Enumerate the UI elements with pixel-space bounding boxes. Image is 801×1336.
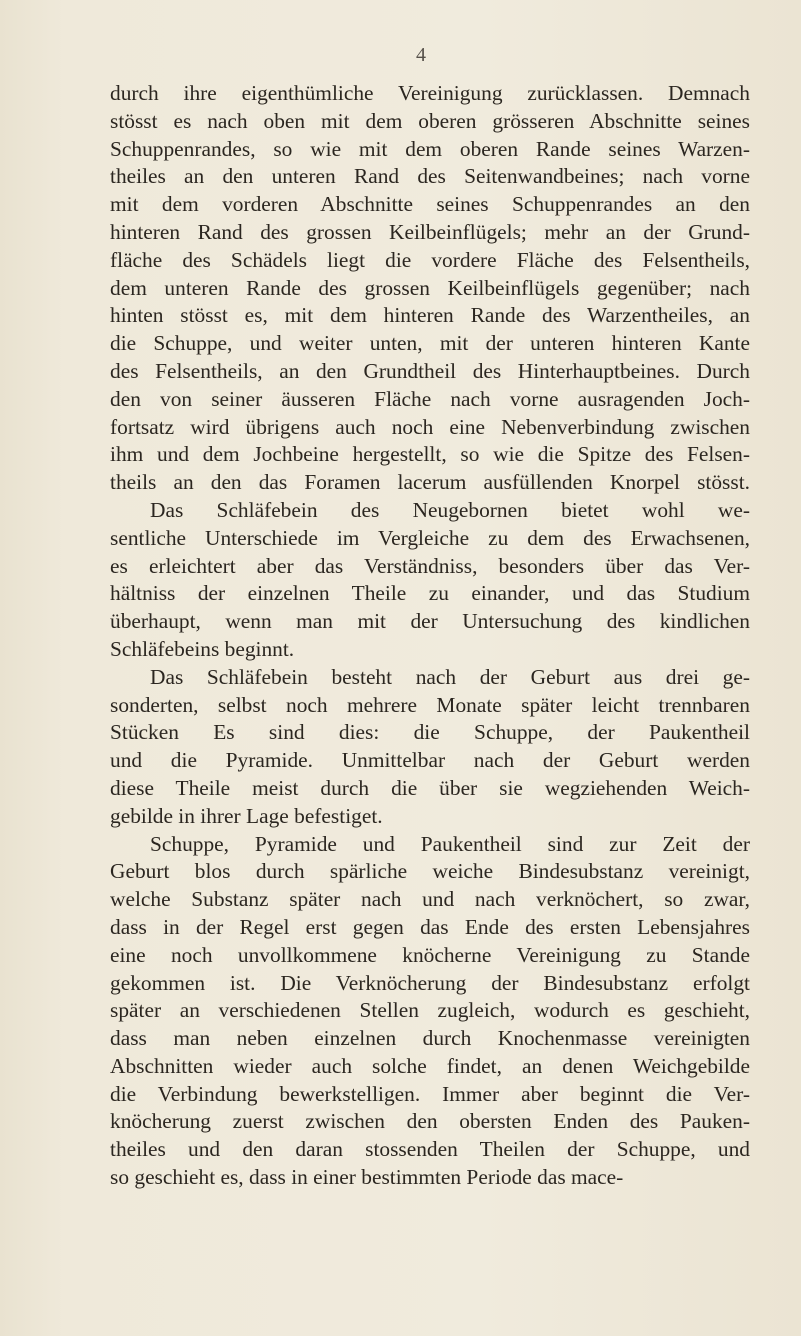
text-line: es erleichtert aber das Verständniss, besonders über das Ver-	[110, 553, 750, 578]
text-line: so geschieht es, dass in einer bestimmten Periode das mace-	[110, 1165, 624, 1190]
text-line: Geburt blos durch spärliche weiche Bindesubstanz vereinigt,	[110, 859, 750, 884]
text-line: dass man neben einzelnen durch Knochenmasse vereinigten	[110, 1026, 750, 1051]
text-line: später an verschiedenen Stellen zugleich, wodurch es geschieht,	[110, 998, 750, 1023]
text-line: ihm und dem Jochbeine hergestellt, so wie die Spitze des Felsen-	[110, 442, 750, 467]
text-line: und die Pyramide. Unmittelbar nach der Geburt werden	[110, 748, 750, 773]
text-line: überhaupt, wenn man mit der Untersuchung des kindlichen	[110, 609, 750, 634]
text-line: Schuppe, Pyramide und Paukentheil sind zur Zeit der	[150, 831, 750, 856]
text-line: gekommen ist. Die Verknöcherung der Bindesubstanz erfolgt	[110, 970, 750, 995]
text-line: sonderten, selbst noch mehrere Monate später leicht trennbaren	[110, 692, 750, 717]
body-text	[110, 80, 750, 1192]
text-line: mit dem vorderen Abschnitte seines Schuppenrandes an den	[110, 192, 750, 217]
text-line: hältniss der einzelnen Theile zu einander, und das Studium	[110, 581, 750, 606]
text-line: dass in der Regel erst gegen das Ende des ersten Lebensjahres	[110, 914, 750, 939]
text-line: Schläfebeins beginnt.	[110, 636, 295, 661]
text-line: die Verbindung bewerkstelligen. Immer aber beginnt die Ver-	[110, 1081, 750, 1106]
text-line: Das Schläfebein besteht nach der Geburt aus drei ge-	[150, 664, 750, 689]
page-number: 4	[416, 44, 426, 66]
text-line: Das Schläfebein des Neugebornen bietet wohl we-	[150, 497, 750, 522]
text-line: Stücken Es sind dies: die Schuppe, der Paukentheil	[110, 720, 750, 745]
text-line: stösst es nach oben mit dem oberen grösseren Abschnitte seines	[110, 108, 750, 133]
text-line: Schuppenrandes, so wie mit dem oberen Rande seines Warzen-	[110, 136, 750, 161]
text-line: fortsatz wird übrigens auch noch eine Nebenverbindung zwischen	[110, 414, 750, 439]
text-line: diese Theile meist durch die über sie wegziehenden Weich-	[110, 775, 750, 800]
text-line: durch ihre eigenthümliche Vereinigung zurücklassen. Demnach	[110, 81, 750, 105]
text-line: des Felsentheils, an den Grundtheil des Hinterhauptbeines. Durch	[110, 358, 750, 383]
text-line: welche Substanz später nach und nach verknöchert, so zwar,	[110, 887, 750, 912]
text-line: theiles und den daran stossenden Theilen der Schuppe, und	[110, 1137, 750, 1162]
text-line: sentliche Unterschiede im Vergleiche zu dem des Erwachsenen,	[110, 525, 750, 550]
text-line: den von seiner äusseren Fläche nach vorne ausragenden Joch-	[110, 386, 750, 411]
text-line: fläche des Schädels liegt die vordere Fläche des Felsentheils,	[110, 247, 750, 272]
text-line: hinteren Rand des grossen Keilbeinflügels; mehr an der Grund-	[110, 219, 750, 244]
text-line: dem unteren Rande des grossen Keilbeinflügels gegenüber; nach	[110, 275, 750, 300]
text-line: eine noch unvollkommene knöcherne Vereinigung zu Stande	[110, 942, 750, 967]
text-line: theils an den das Foramen lacerum ausfüllenden Knorpel stösst.	[110, 470, 750, 495]
text-line: Abschnitten wieder auch solche findet, an denen Weichgebilde	[110, 1053, 750, 1078]
text-line: hinten stösst es, mit dem hinteren Rande des Warzentheiles, an	[110, 303, 750, 328]
text-line: knöcherung zuerst zwischen den obersten Enden des Pauken-	[110, 1109, 750, 1134]
text-line: theiles an den unteren Rand des Seitenwandbeines; nach vorne	[110, 164, 750, 189]
text-line: die Schuppe, und weiter unten, mit der unteren hinteren Kante	[110, 331, 750, 356]
text-line: gebilde in ihrer Lage befestiget.	[110, 803, 383, 828]
